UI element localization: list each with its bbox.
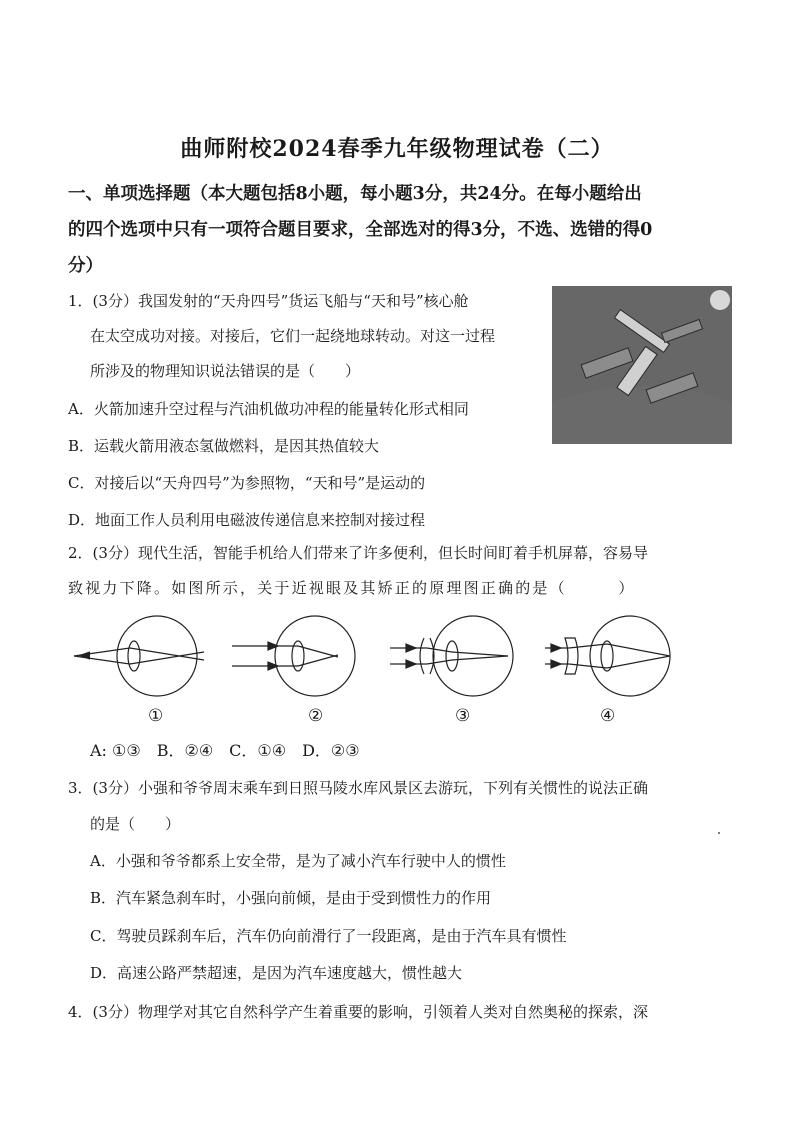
q3-stem-line-2: 的是（ ） bbox=[90, 815, 181, 833]
diagram-label-1: ① bbox=[148, 706, 164, 726]
q3-option-d: D．高速公路严禁超速，是因为汽车速度越大，惯性越大 bbox=[90, 964, 463, 982]
q1-stem-line-1: 1．(3分）我国发射的“天舟四号”货运飞船与“天和号”核心舱 bbox=[68, 292, 469, 310]
diagram-label-2: ② bbox=[308, 706, 324, 726]
space-station-photo bbox=[552, 286, 732, 444]
q1-stem-line-2: 在太空成功对接。对接后，它们一起绕地球转动。对这一过程 bbox=[90, 327, 496, 345]
section-heading-line-1: 一、单项选择题（本大题包括8小题，每小题3分，共24分。在每小题给出 bbox=[68, 184, 642, 204]
eye-diagram-2 bbox=[230, 610, 370, 706]
q1-option-d: D．地面工作人员利用电磁波传递信息来控制对接过程 bbox=[68, 511, 426, 529]
section-heading-line-3: 分） bbox=[68, 256, 103, 276]
diagram-label-3: ③ bbox=[455, 706, 471, 726]
q2-stem-line-2: 致视力下降。如图所示，关于近视眼及其矫正的原理图正确的是（ ） bbox=[68, 579, 636, 597]
q4-stem-line-1: 4．(3分）物理学对其它自然科学产生着重要的影响，引领着人类对自然奥秘的探索，深 bbox=[68, 1003, 648, 1021]
q3-option-c: C．驾驶员踩刹车后，汽车仍向前滑行了一段距离，是由于汽车具有惯性 bbox=[90, 927, 567, 945]
eye-diagram-1 bbox=[72, 610, 212, 706]
q1-option-a: A．火箭加速升空过程与汽油机做功冲程的能量转化形式相同 bbox=[68, 400, 469, 418]
q2-options: A: ①③ B．②④ C．①④ D．②③ bbox=[90, 741, 360, 760]
q1-option-b: B．运载火箭用液态氢做燃料，是因其热值较大 bbox=[68, 437, 380, 455]
q3-option-b: B．汽车紧急刹车时，小强向前倾，是由于受到惯性力的作用 bbox=[90, 889, 492, 907]
eye-diagram-3 bbox=[388, 610, 528, 706]
eye-diagram-4 bbox=[545, 610, 685, 706]
q3-option-a: A．小强和爷爷都系上安全带，是为了减小汽车行驶中人的惯性 bbox=[90, 852, 506, 870]
q1-stem-line-3: 所涉及的物理知识说法错误的是（ ） bbox=[90, 362, 361, 380]
speck bbox=[718, 832, 720, 834]
q1-option-c: C．对接后以“天舟四号”为参照物，“天和号”是运动的 bbox=[68, 474, 426, 492]
section-heading-line-2: 的四个选项中只有一项符合题目要求，全部选对的得3分，不选、选错的得0 bbox=[68, 220, 653, 240]
diagram-label-4: ④ bbox=[600, 706, 616, 726]
q3-stem-line-1: 3．(3分）小强和爷爷周末乘车到日照马陵水库风景区去游玩，下列有关惯性的说法正确 bbox=[68, 779, 648, 797]
page-title: 曲师附校2024春季九年级物理试卷（二） bbox=[180, 136, 614, 162]
q2-stem-line-1: 2．(3分）现代生活，智能手机给人们带来了许多便利，但长时间盯着手机屏幕，容易导 bbox=[68, 544, 648, 562]
